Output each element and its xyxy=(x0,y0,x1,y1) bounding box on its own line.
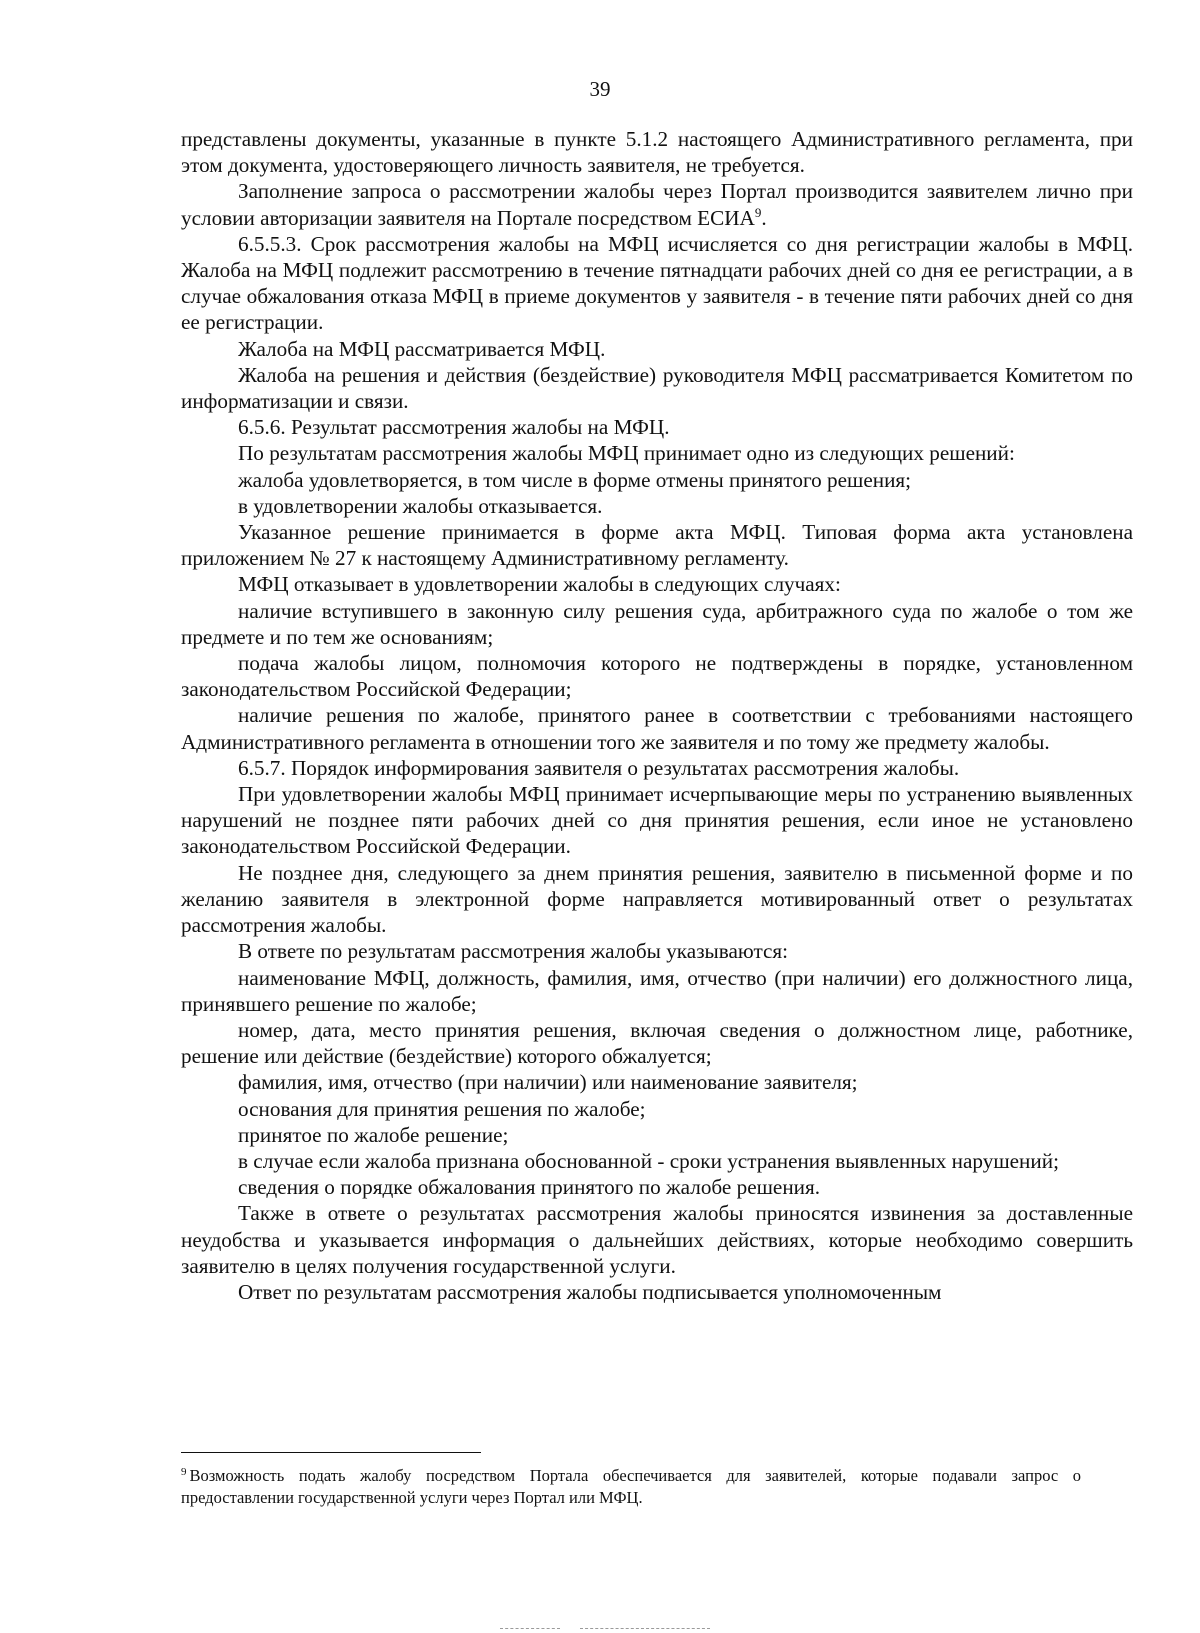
paragraph-text: 6.5.7. Порядок информирования заявителя о результатах рассмотрения жалобы. xyxy=(238,755,960,780)
paragraph-text: При удовлетворении жалобы МФЦ принимает исчерпывающие меры по устранению выявленных нарушений не позднее пяти рабочих дней со дня принятия решения, если иное не установлено законодательством Российской Федерации. xyxy=(181,782,1133,859)
paragraph-text: Заполнение запроса о рассмотрении жалобы через Портал производится заявителем лично при условии авторизации заявителя на Портале посредством ЕСИА xyxy=(181,179,1133,230)
page-number: 39 xyxy=(589,77,611,101)
paragraph-text: жалоба удовлетворяется, в том числе в форме отмены принятого решения; xyxy=(238,467,912,492)
paragraph xyxy=(181,1200,1133,1279)
paragraph xyxy=(181,1148,1133,1174)
paragraph xyxy=(181,440,1133,466)
paragraph xyxy=(181,126,1133,178)
footnote-text: Возможность подать жалобу посредством Портала обеспечивается для заявителей, которые подавали запрос о предоставлении государственной услуги через Портал или МФЦ. xyxy=(181,1466,1081,1507)
paragraph xyxy=(181,178,1133,230)
paragraph-text: принятое по жалобе решение; xyxy=(238,1122,509,1147)
paragraph xyxy=(181,362,1133,414)
paragraph-text: По результатам рассмотрения жалобы МФЦ принимает одно из следующих решений: xyxy=(238,441,1015,466)
paragraph xyxy=(181,571,1133,597)
paragraph-text: в случае если жалоба признана обоснованной - сроки устранения выявленных нарушений; xyxy=(238,1148,1059,1173)
paragraph-text: Также в ответе о результатах рассмотрения жалобы приносятся извинения за доставленные неудобства и указывается информация о дальнейших действиях, которые необходимо совершить заявителю в целях получения государственной услуги. xyxy=(181,1201,1133,1278)
paragraph-text: основания для принятия решения по жалобе; xyxy=(238,1096,646,1121)
paragraph-text: Ответ по результатам рассмотрения жалобы подписывается уполномоченным xyxy=(238,1279,942,1304)
paragraph xyxy=(181,519,1133,571)
paragraph-text: В ответе по результатам рассмотрения жалобы указываются: xyxy=(238,939,789,964)
paragraph-text: сведения о порядке обжалования принятого по жалобе решения. xyxy=(238,1175,821,1200)
paragraph-text: Указанное решение принимается в форме акта МФЦ. Типовая форма акта установлена приложением № 27 к настоящему Административному регламенту. xyxy=(181,520,1133,571)
paragraph xyxy=(181,860,1133,939)
paragraph xyxy=(181,1096,1133,1122)
paragraph xyxy=(181,938,1133,964)
paragraph-text: подача жалобы лицом, полномочия которого не подтверждены в порядке, установленном законодательством Российской Федерации; xyxy=(181,651,1133,702)
paragraph-text: наличие решения по жалобе, принятого ранее в соответствии с требованиями настоящего Административного регламента в отношении того же заявителя и по тому же предмету жалобы. xyxy=(181,703,1133,754)
paragraph-tail: . xyxy=(761,205,767,230)
paragraph xyxy=(181,1174,1133,1200)
paragraph xyxy=(181,1017,1133,1069)
paragraph xyxy=(181,598,1133,650)
paragraph xyxy=(181,231,1133,336)
paragraph xyxy=(181,965,1133,1017)
paragraph xyxy=(181,650,1133,702)
paragraph xyxy=(181,493,1133,519)
paragraph xyxy=(181,781,1133,860)
paragraph-text: 6.5.5.3. Срок рассмотрения жалобы на МФЦ исчисляется со дня регистрации жалобы в МФЦ. Жалоба на МФЦ подлежит рассмотрению в течение пятнадцати рабочих дней со дня ее регистрации, а в случае обжалования отказа МФЦ в приеме документов у заявителя - в течение пяти рабочих дней со дня ее регистрации. xyxy=(181,231,1133,335)
paragraph-text: Жалоба на МФЦ рассматривается МФЦ. xyxy=(238,336,606,361)
footnote-mark: 9 xyxy=(181,1465,187,1478)
paragraph xyxy=(181,702,1133,754)
paragraph-text: в удовлетворении жалобы отказывается. xyxy=(238,493,603,518)
scan-artifact-line xyxy=(580,1628,710,1629)
paragraph-text: фамилия, имя, отчество (при наличии) или наименование заявителя; xyxy=(238,1070,858,1095)
footnote-separator xyxy=(181,1452,481,1453)
paragraph xyxy=(181,1069,1133,1095)
paragraph-text: МФЦ отказывает в удовлетворении жалобы в следующих случаях: xyxy=(238,572,841,597)
paragraph xyxy=(181,414,1133,440)
paragraph-text: наименование МФЦ, должность, фамилия, имя, отчество (при наличии) его должностного лица, принявшего решение по жалобе; xyxy=(181,965,1133,1016)
paragraph-text: 6.5.6. Результат рассмотрения жалобы на МФЦ. xyxy=(238,415,670,440)
paragraph-text: номер, дата, место принятия решения, включая сведения о должностном лице, работнике, решение или действие (бездействие) которого обжалуется; xyxy=(181,1017,1133,1069)
paragraph-text: Жалоба на решения и действия (бездействие) руководителя МФЦ рассматривается Комитетом по информатизации и связи. xyxy=(181,362,1133,414)
paragraph xyxy=(181,755,1133,781)
paragraph xyxy=(181,1279,1133,1305)
scan-artifact-line xyxy=(500,1628,560,1629)
paragraph xyxy=(181,1122,1133,1148)
footnote-reference: 9 xyxy=(754,204,762,220)
footnote xyxy=(181,1465,1081,1509)
paragraph xyxy=(181,467,1133,493)
paragraph-text: наличие вступившего в законную силу решения суда, арбитражного суда по жалобе о том же предмете и по тем же основаниям; xyxy=(181,598,1133,649)
paragraph-text: Не позднее дня, следующего за днем принятия решения, заявителю в письменной форме и по желанию заявителя в электронной форме направляется мотивированный ответ о результатах рассмотрения жалобы. xyxy=(181,860,1133,938)
paragraph xyxy=(181,336,1133,362)
paragraph-text: представлены документы, указанные в пункте 5.1.2 настоящего Административного регламента, при этом документа, удостоверяющего личность заявителя, не требуется. xyxy=(181,127,1133,178)
body-text xyxy=(181,126,1133,1305)
